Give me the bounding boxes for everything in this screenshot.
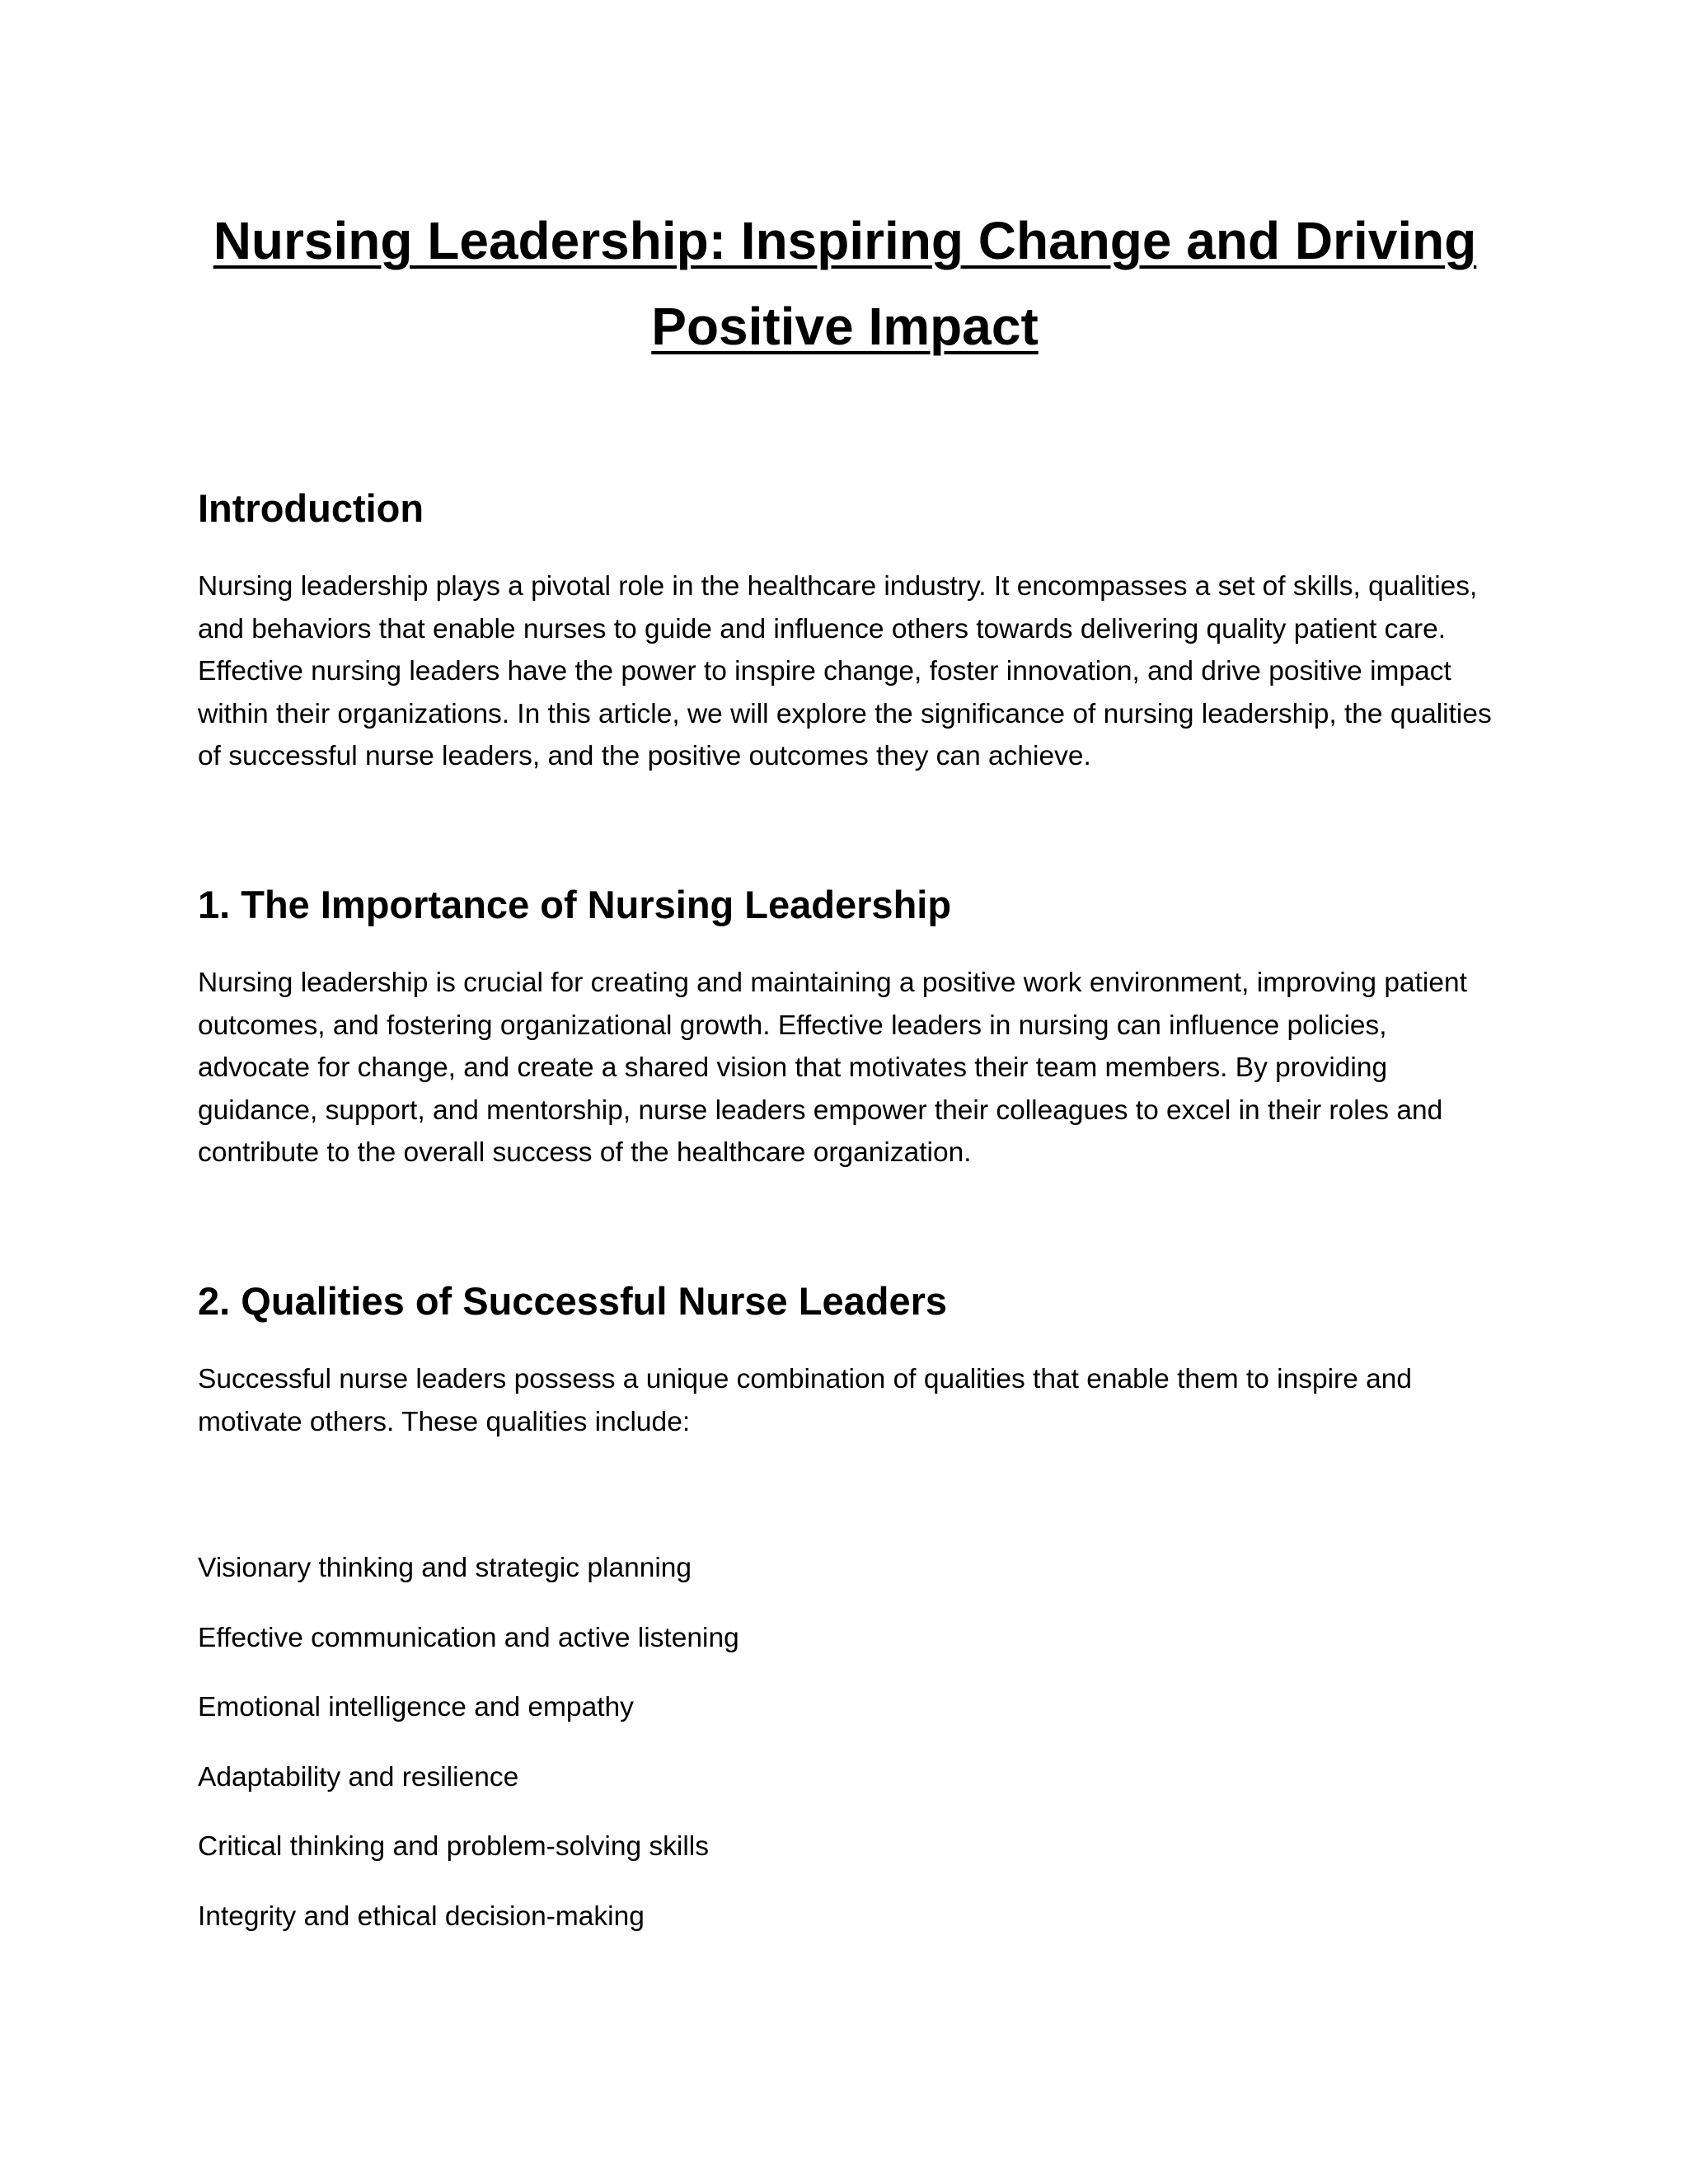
section-paragraph-qualities: Successful nurse leaders possess a unique combination of qualities that enable them to inspire and motivate others. These qualities include: <box>198 1364 1413 1437</box>
list-item: Adaptability and resilience <box>198 1761 519 1793</box>
section-paragraph-importance: Nursing leadership is crucial for creating and maintaining a positive work environment, improving patient outcomes, and fostering organizational growth. Effective leaders in nursing can influence policies, advocate for change, and create a shared vision that motivates their team members. By providing guidance, support, and mentorship, nurse leaders empower their colleagues to excel in their roles and contribute to the overall success of the healthcare organization. <box>198 968 1467 1168</box>
section-paragraph-introduction: Nursing leadership plays a pivotal role in the healthcare industry. It encompasses a set of skills, qualities, and behaviors that enable nurses to guide and influence others towards delivering quality patient care. Effective nursing leaders have the power to inspire change, foster innovation, and drive positive impact within their organizations. In this article, we will explore the significance of nursing leadership, the qualities of successful nurse leaders, and the positive outcomes they can achieve. <box>198 571 1492 771</box>
section-heading-qualities: 2. Qualities of Successful Nurse Leaders <box>198 1279 948 1323</box>
list-item: Emotional intelligence and empathy <box>198 1692 634 1723</box>
list-item: Effective communication and active listening <box>198 1622 739 1653</box>
list-item: Critical thinking and problem-solving skills <box>198 1831 709 1863</box>
list-item: Visionary thinking and strategic planning <box>198 1553 692 1583</box>
qualities-list <box>198 1551 739 1970</box>
section-heading-introduction: Introduction <box>198 486 424 530</box>
section-heading-importance: 1. The Importance of Nursing Leadership <box>198 883 952 926</box>
list-item: Integrity and ethical decision-making <box>198 1900 645 1932</box>
document-title: Nursing Leadership: Inspiring Change and Driving Positive Impact <box>213 211 1477 356</box>
